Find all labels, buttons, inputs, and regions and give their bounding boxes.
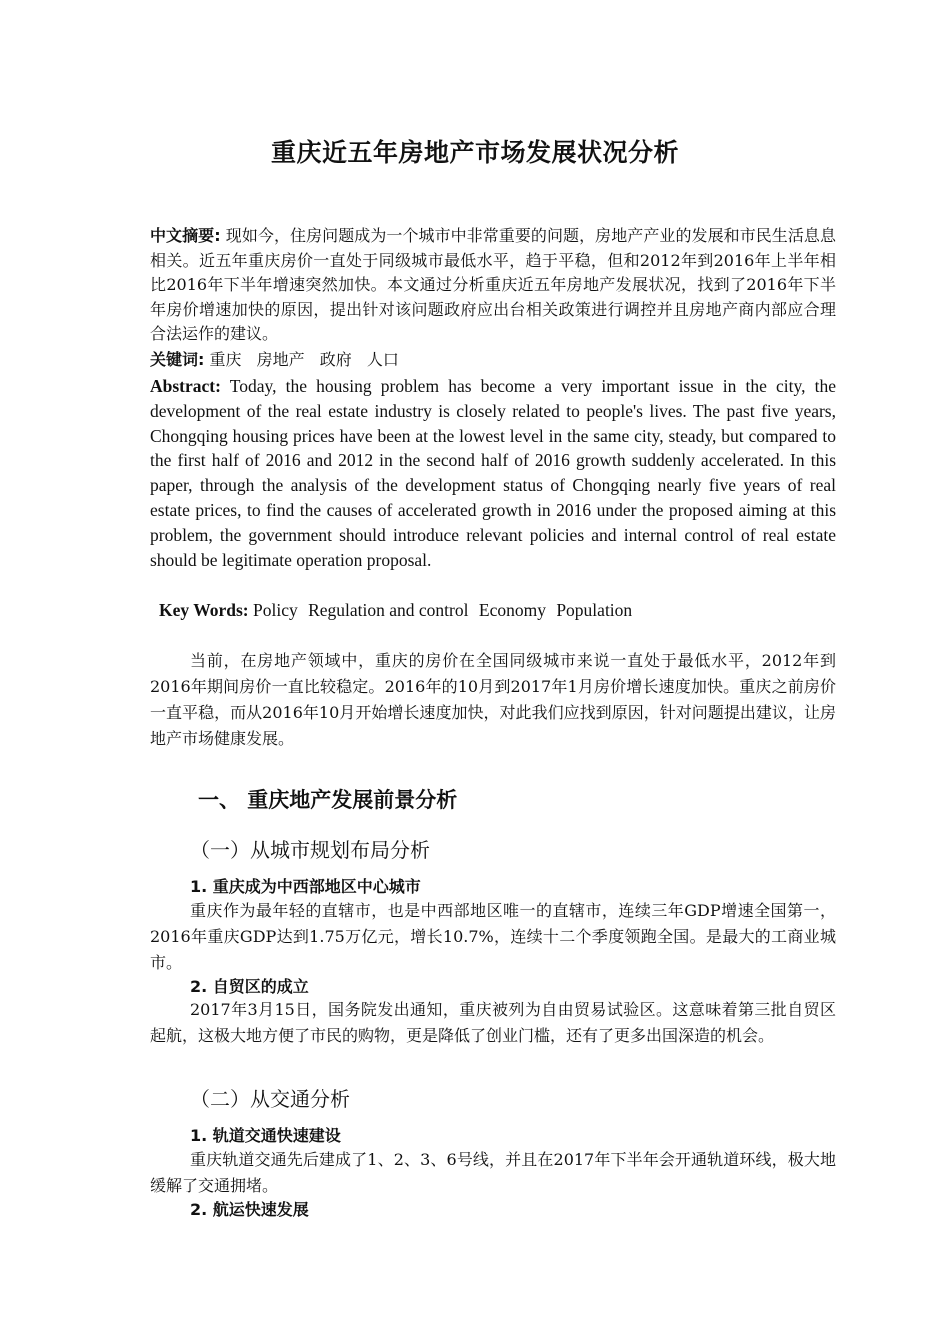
item-paragraph: 重庆作为最年轻的直辖市，也是中西部地区唯一的直辖市，连续三年GDP增速全国第一，2016年重庆GDP达到1.75万亿元，增长10.7%，连续十二个季度领跑全国。是最大的工商业城市。 bbox=[150, 901, 836, 972]
item-heading: 1. 轨道交通快速建设 bbox=[190, 1126, 341, 1145]
item-heading: 2. 自贸区的成立 bbox=[190, 977, 309, 996]
section-heading: 一、 重庆地产发展前景分析 bbox=[198, 788, 458, 812]
chinese-abstract-label: 中文摘要: bbox=[150, 226, 221, 245]
keyword: Policy bbox=[253, 600, 298, 620]
chinese-keywords bbox=[150, 348, 836, 373]
paper-title: 重庆近五年房地产市场发展状况分析 bbox=[270, 138, 679, 167]
keyword: Economy bbox=[478, 600, 546, 620]
english-keywords bbox=[159, 600, 638, 621]
chinese-keywords-label: 关键词: bbox=[150, 350, 205, 369]
english-keywords-label: Key Words: bbox=[159, 600, 249, 620]
chinese-abstract-text: 现如今，住房问题成为一个城市中非常重要的问题，房地产产业的发展和市民生活息息相关。近五年重庆房价一直处于同级城市最低水平，趋于平稳，但和2012年到2016年上半年相比2016年下半年增速突然加快。本文通过分析重庆近五年房地产发展状况，找到了2016年下半年房价增速加快的原因，提出针对该问题政府应出台相关政策进行调控并且房地产商内部应合理合法运作的建议。 bbox=[150, 226, 836, 344]
english-abstract-label: Abstract: bbox=[150, 376, 221, 396]
keyword: 房地产 bbox=[256, 350, 305, 369]
item-heading: 1. 重庆成为中西部地区中心城市 bbox=[190, 877, 421, 896]
english-abstract bbox=[150, 374, 836, 572]
keyword: 重庆 bbox=[209, 350, 242, 369]
keyword: 政府 bbox=[319, 350, 352, 369]
item-paragraph: 2017年3月15日，国务院发出通知，重庆被列为自由贸易试验区。这意味着第三批自贸区起航，这极大地方便了市民的购物，更是降低了创业门槛，还有了更多出国深造的机会。 bbox=[150, 1000, 836, 1045]
english-abstract-text: Today, the housing problem has become a very important issue in the city, the development of the real estate industry is closely related to people's lives. The past five years, Chongqing housing prices have been at the lowest level in the same city, steady, but compared to the first half of 2016 and 2012 in the second half of 2016 growth suddenly accelerated. In this paper, through the analysis of the development status of Chongqing nearly five years of real estate prices, to find the causes of accelerated growth in 2016 under the proposed aiming at this problem, the government should introduce relevant policies and internal control of real estate should be legitimate operation proposal. bbox=[150, 376, 836, 570]
subsection-heading: （二）从交通分析 bbox=[190, 1087, 350, 1111]
chinese-abstract bbox=[150, 224, 836, 347]
item-paragraph: 重庆轨道交通先后建成了1、2、3、6号线，并且在2017年下半年会开通轨道环线，极大地缓解了交通拥堵。 bbox=[150, 1150, 836, 1195]
intro-paragraph: 当前，在房地产领域中，重庆的房价在全国同级城市来说一直处于最低水平，2012年到2016年期间房价一直比较稳定。2016年的10月到2017年1月房价增长速度加快。重庆之前房价一直平稳，而从2016年10月开始增长速度加快，对此我们应找到原因，针对问题提出建议，让房地产市场健康发展。 bbox=[150, 651, 836, 748]
keyword: Regulation and control bbox=[308, 600, 469, 620]
keyword: 人口 bbox=[366, 350, 399, 369]
subsection-heading: （一）从城市规划布局分析 bbox=[190, 838, 430, 862]
keyword: Population bbox=[556, 600, 633, 620]
item-heading: 2. 航运快速发展 bbox=[190, 1200, 309, 1219]
